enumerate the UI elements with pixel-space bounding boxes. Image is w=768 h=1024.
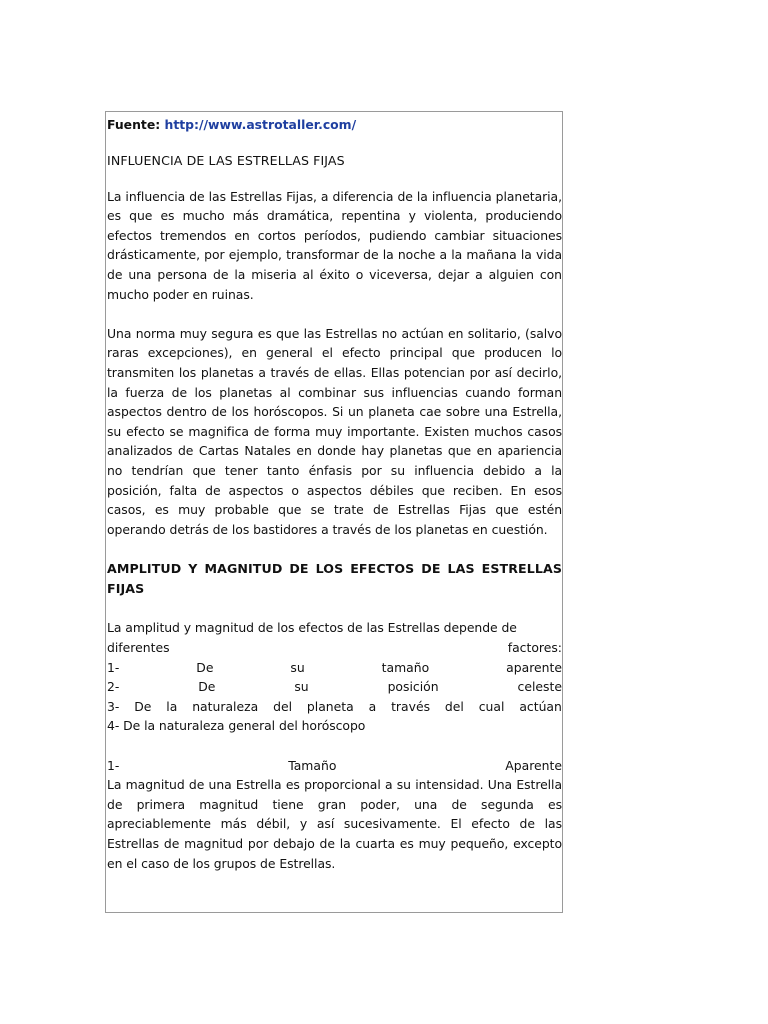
intro-line-2: diferentes factores: xyxy=(107,640,562,656)
content-box xyxy=(105,111,563,913)
paragraph-norma: Una norma muy segura es que las Estrellas no actúan en solitario, (salvo raras excepciones), en general el efecto principal que producen lo transmiten los planetas a través de ellas. Ellas potencian por así decirlo, la fuerza de los planetas al combinar sus influencias cuando forman aspectos dentro de los horóscopos. Si un planeta cae sobre una Estrella, su efecto se magnifica de forma muy importante. Existen muchos casos analizados de Cartas Natales en donde hay planetas que en apariencia no tendrían que tener tanto énfasis por su influencia debido a la posición, falta de aspectos o aspectos débiles que reciben. En esos casos, es muy probable que se trate de Estrellas Fijas que estén operando detrás de los bastidores a través de los planetas en cuestión. xyxy=(107,325,562,537)
factor-4: 4- De la naturaleza general del horóscopo xyxy=(107,718,366,734)
factor-1: 1- De su tamaño aparente xyxy=(107,659,562,675)
source-label: Fuente: xyxy=(107,117,161,132)
factor-3: 3- De la naturaleza del planeta a través del cual actúan xyxy=(107,698,562,714)
subheading-tamano-aparente: 1- Tamaño Aparente xyxy=(107,757,562,773)
section-title-amplitud: AMPLITUD Y MAGNITUD DE LOS EFECTOS DE LAS ESTRELLAS FIJAS xyxy=(107,560,562,596)
source-link[interactable]: http://www.astrotaller.com/ xyxy=(164,117,357,132)
intro-line-1: La amplitud y magnitud de los efectos de las Estrellas depende de xyxy=(107,620,517,636)
paragraph-influencia: La influencia de las Estrellas Fijas, a diferencia de la influencia planetaria, es que es mucho más dramática, repentina y violenta, produciendo efectos tremendos en cortos períodos, pudiendo cambiar situaciones drásticamente, por ejemplo, transformar de la noche a la mañana la vida de una persona de la miseria al éxito o viceversa, dejar a alguien con mucho poder en ruinas. xyxy=(107,188,562,302)
factor-2: 2- De su posición celeste xyxy=(107,679,562,695)
source-line xyxy=(107,115,562,135)
section-title-influencia: INFLUENCIA DE LAS ESTRELLAS FIJAS xyxy=(107,152,345,168)
paragraph-magnitud: La magnitud de una Estrella es proporcional a su intensidad. Una Estrella de primera magnitud tiene gran poder, una de segunda es apreciablemente más débil, y así sucesivamente. El efecto de las Estrellas de magnitud por debajo de la cuarta es muy pequeño, excepto en el caso de los grupos de Estrellas. xyxy=(107,777,562,871)
